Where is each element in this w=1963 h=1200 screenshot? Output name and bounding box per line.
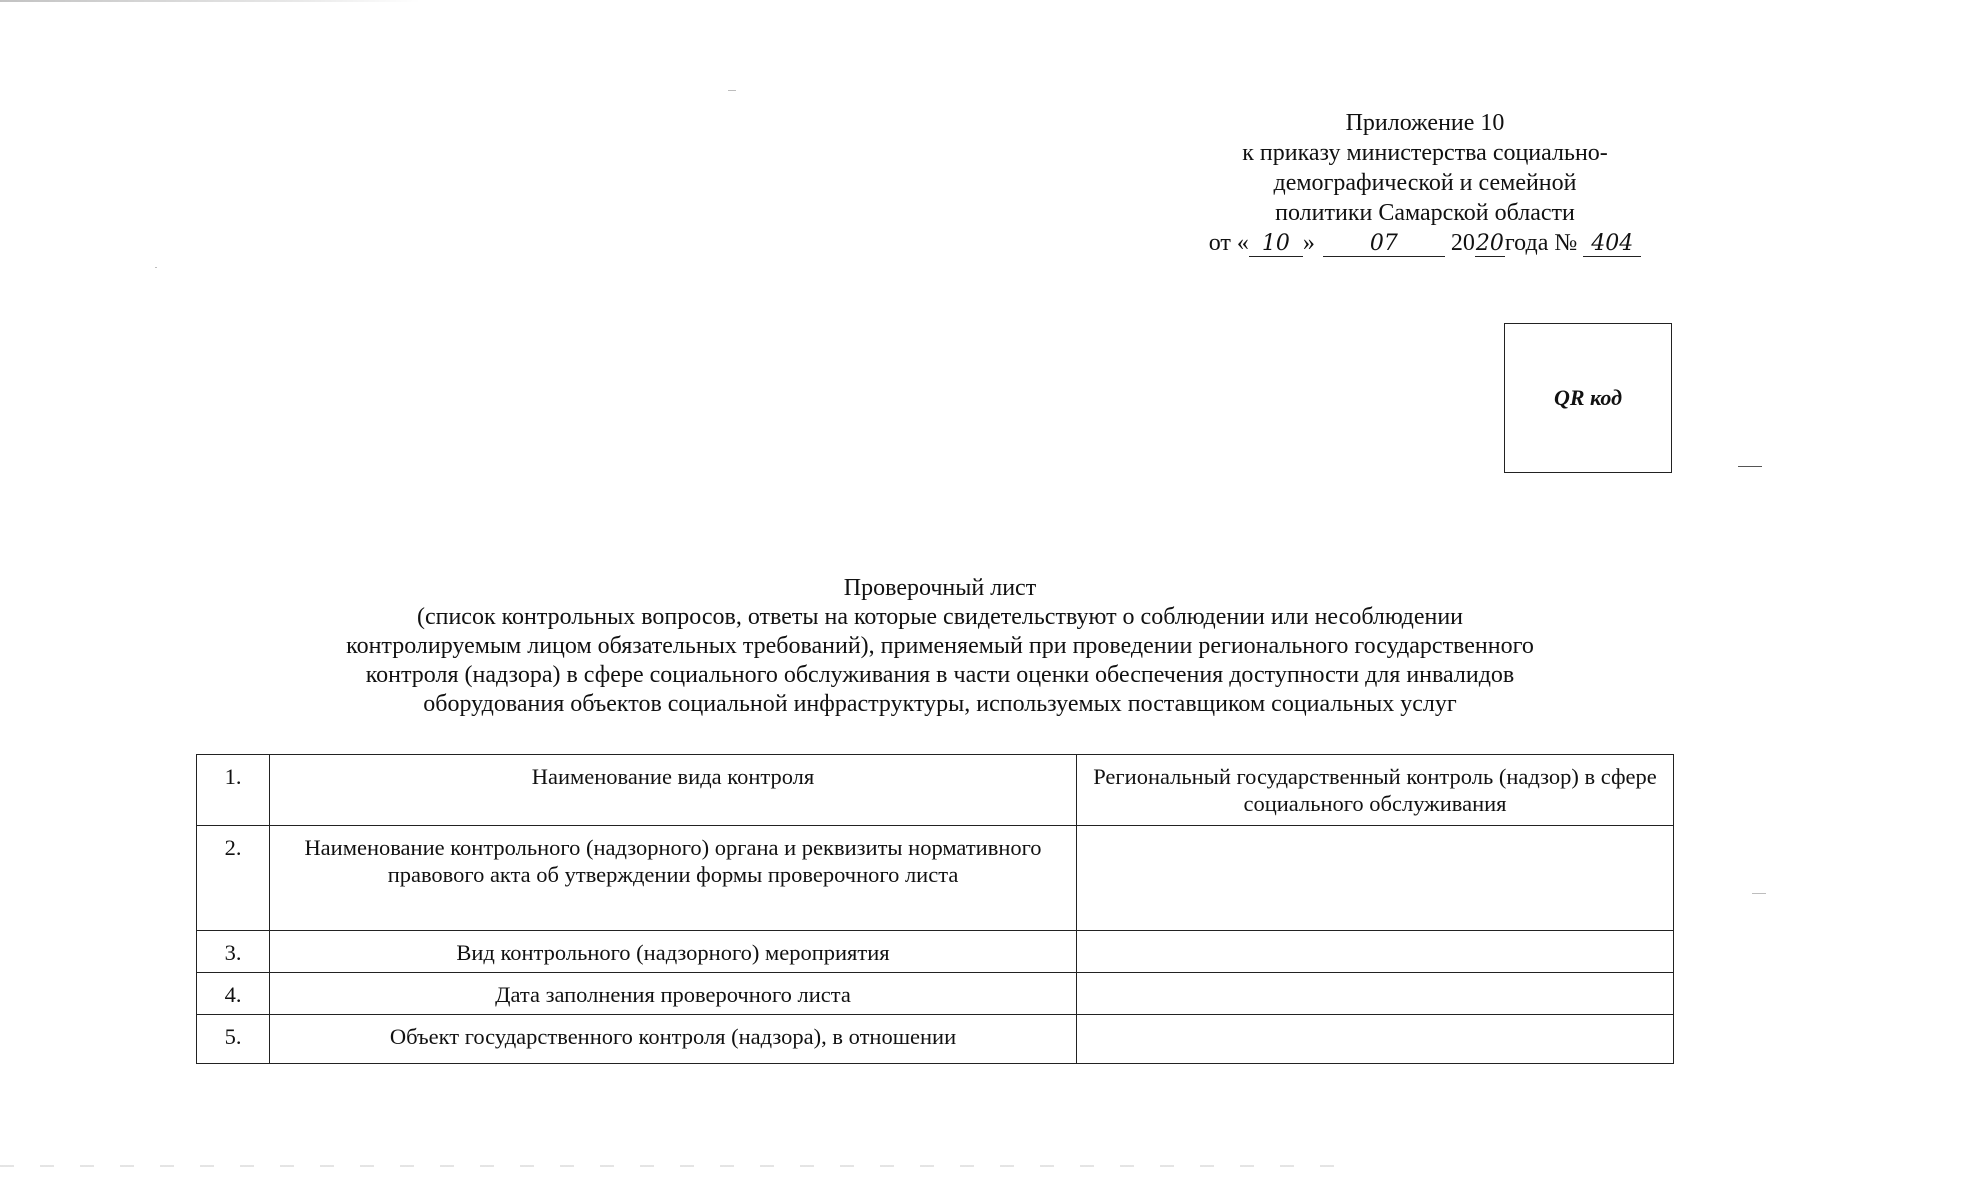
row-field-name: Наименование контрольного (надзорного) органа и реквизиты нормативного правового акта об утверждении формы проверочного листа <box>270 826 1077 931</box>
table-row <box>197 931 1674 973</box>
row-field-value <box>1077 931 1674 973</box>
title-heading: Проверочный лист <box>843 575 1037 601</box>
row-number: 1. <box>197 755 270 826</box>
table-row <box>197 973 1674 1015</box>
scan-speck <box>1752 893 1766 894</box>
row-field-value: Региональный государственный контроль (надзор) в сфере социального обслуживания <box>1077 755 1674 826</box>
year-word: года № <box>1504 230 1578 256</box>
handwritten-month: 07 <box>1323 232 1445 257</box>
title-subtitle-line: (список контрольных вопросов, ответы на которые свидетельствуют о соблюдении или несоблюдении <box>416 604 1464 630</box>
scan-edge-bottom <box>0 1165 1340 1167</box>
title-subtitle-line: контроля (надзора) в сфере социального обслуживания в части оценки обеспечения доступности для инвалидов <box>365 662 1515 688</box>
row-field-value <box>1077 826 1674 931</box>
row-field-name: Дата заполнения проверочного листа <box>270 973 1077 1015</box>
year-prefix: 20 <box>1450 230 1475 256</box>
row-field-name: Объект государственного контроля (надзора), в отношении <box>270 1015 1077 1064</box>
appendix-line: демографической и семейной <box>1273 170 1577 196</box>
order-date-line <box>1195 228 1655 258</box>
row-number: 4. <box>197 973 270 1015</box>
row-field-name: Вид контрольного (надзорного) мероприятия <box>270 931 1077 973</box>
scan-speck <box>155 267 157 268</box>
row-number: 2. <box>197 826 270 931</box>
title-subtitle-line: контролируемым лицом обязательных требований), применяемый при проведении регионального государственного <box>346 633 1534 659</box>
scan-speck <box>728 90 736 91</box>
table-row <box>197 826 1674 931</box>
table-row <box>197 1015 1674 1064</box>
title-subtitle-line: оборудования объектов социальной инфраструктуры, используемых поставщиком социальных услуг <box>423 691 1457 717</box>
row-number: 5. <box>197 1015 270 1064</box>
row-field-name: Наименование вида контроля <box>270 755 1077 826</box>
handwritten-day: 10 <box>1249 232 1303 257</box>
row-field-value <box>1077 973 1674 1015</box>
scan-edge-top <box>0 0 420 2</box>
qr-code-placeholder <box>1504 323 1672 473</box>
document-title <box>180 574 1700 719</box>
date-prefix: от « <box>1208 230 1249 256</box>
table-row <box>197 755 1674 826</box>
scan-speck <box>1738 466 1762 467</box>
qr-label: QR код <box>1554 385 1622 410</box>
date-day-close: » <box>1302 230 1315 256</box>
handwritten-year: 20 <box>1475 231 1504 256</box>
appendix-line: к приказу министерства социально- <box>1242 140 1608 166</box>
appendix-header <box>1195 108 1655 258</box>
appendix-line: политики Самарской области <box>1275 200 1575 226</box>
row-field-value <box>1077 1015 1674 1064</box>
checklist-info-table <box>196 754 1674 1064</box>
appendix-line: Приложение 10 <box>1345 110 1505 136</box>
handwritten-order-number: 404 <box>1583 232 1641 257</box>
row-number: 3. <box>197 931 270 973</box>
